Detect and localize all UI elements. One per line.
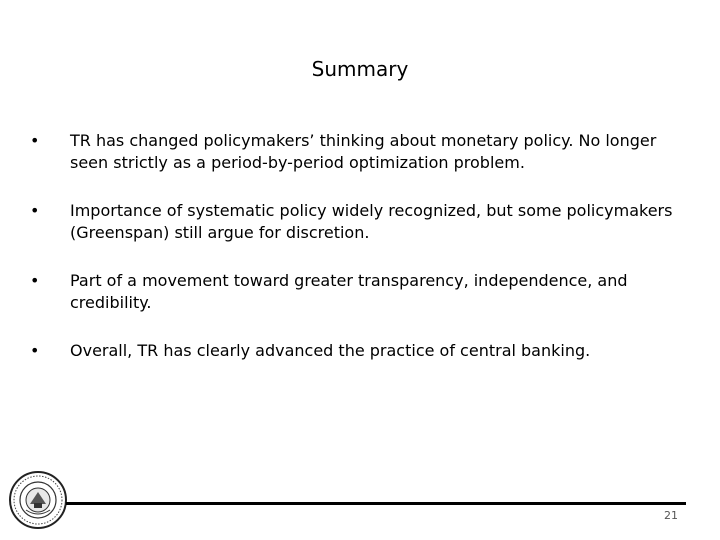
page-number: 21 [664, 509, 678, 522]
footer-divider [66, 502, 686, 505]
bullet-icon: • [30, 131, 40, 150]
bullet-text: TR has changed policymakers’ thinking about monetary policy. No longer seen strictly as a period-by-period optimization problem. [70, 131, 657, 172]
bullet-item [30, 200, 690, 244]
bullet-text: Part of a movement toward greater transparency, independence, and credibility. [70, 271, 628, 312]
bullet-icon: • [30, 271, 40, 290]
bullet-text: Overall, TR has clearly advanced the practice of central banking. [70, 341, 591, 360]
bullet-icon: • [30, 201, 40, 220]
bullet-list [30, 130, 690, 388]
federal-reserve-seal-icon [8, 470, 68, 530]
bullet-item [30, 270, 690, 314]
slide-title: Summary [311, 57, 409, 81]
bullet-item [30, 130, 690, 174]
bullet-text: Importance of systematic policy widely recognized, but some policymakers (Greenspan) still argue for discretion. [70, 201, 673, 242]
bullet-icon: • [30, 341, 40, 360]
bullet-item [30, 340, 690, 362]
